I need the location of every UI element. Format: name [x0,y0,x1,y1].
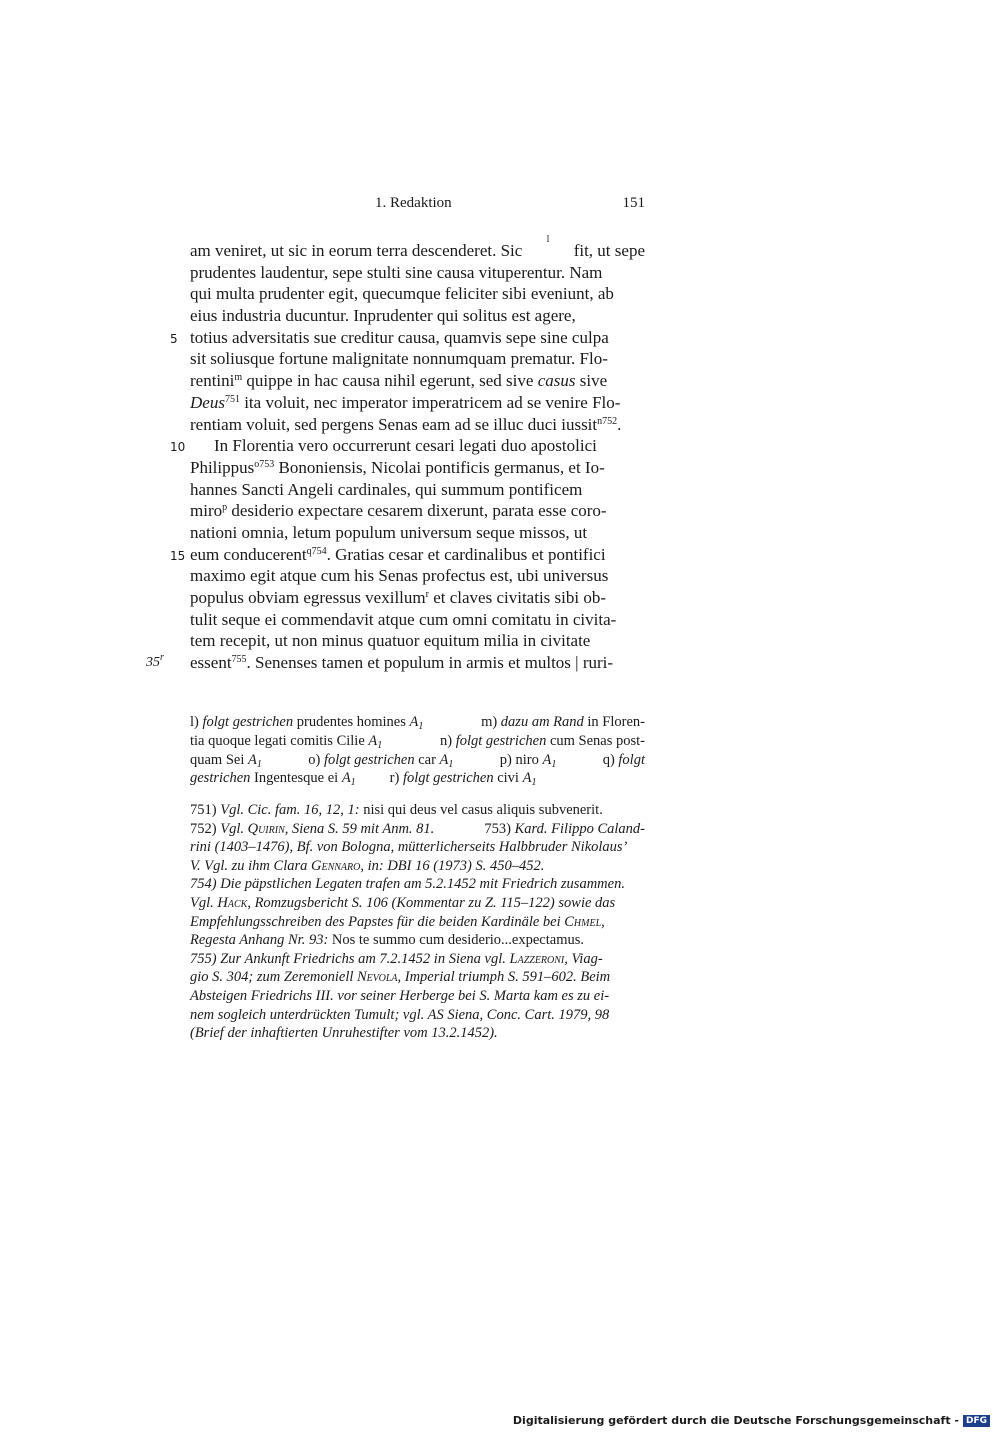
line-number: 15 [170,548,186,563]
text-line-4: eius industria ducuntur. Inprudenter qui solitus est agere, [190,306,576,326]
commentary-notes [190,801,645,1043]
commentary-line: V. Vgl. zu ihm Clara Gennaro, in: DBI 16 (1973) S. 450–452. [190,857,545,874]
commentary-line: 755) Zur Ankunft Friedrichs am 7.2.1452 in Siena vgl. Lazzeroni, Viag- [190,950,603,967]
text-line-20: 35$^r$ essent$^{755}$. Senenses tamen et populum in armis et multos | ruri- [146,652,614,673]
text-line-10: 10 In Florentia vero occurrerunt cesari legati duo apostolici [190,435,645,457]
text-line-15: 15 eum conducerent$^{q754}$. Gratias cesar et cardinalibus et pontifici [190,544,645,566]
text-line-11: Philippus$^{o753}$ Bononiensis, Nicolai pontificis germanus, et Io- [190,457,605,477]
commentary-line: Empfehlungsschreiben des Papstes für die beiden Kardinäle bei Chmel, [190,913,605,930]
line-number: 5 [170,331,178,346]
apparatus-line: l) folgt gestrichen prudentes homines $A_1$ m) dazu am Rand in Floren- [190,714,645,732]
text-line-12: hannes Sancti Angeli cardinales, qui summum pontificem [190,479,583,499]
commentary-line: Absteigen Friedrichs III. vor seiner Herberge bei S. Marta kam es zu ei- [190,987,610,1004]
folio-marker: 35$^r$ [146,652,164,671]
text-line-8: Deus$^{751}$ ita voluit, nec imperator imperatricem ad se venire Flo- [190,392,621,412]
text-line-6: sit soliusque fortune malignitate nonnumquam prematur. Flo- [190,349,608,369]
text-line-19: tem recepit, ut non minus quatuor equitum milia in civitate [190,631,591,651]
line-number: 10 [170,440,186,455]
commentary-line: 751) Vgl. Cic. fam. 16, 12, 1: nisi qui deus vel casus aliquis subvenerit. [190,802,603,818]
commentary-line: nem sogleich unterdrückten Tumult; vgl. AS Siena, Conc. Cart. 1979, 98 [190,1006,610,1023]
text-line-2: prudentes laudentur, sepe stulti sine causa vituperentur. Nam [190,262,603,282]
commentary-line: 752) Vgl. Quirin, Siena S. 59 mit Anm. 81. 753) Kard. Filippo Caland- [190,820,645,837]
text-line-5: 5 totius adversitatis sue creditur causa, quamvis sepe sine culpa [190,327,645,349]
apparatus-line: gestrichen Ingentesque ei $A_1$ r) folgt gestrichen civi $A_1$ [190,770,537,789]
digitization-footer [513,1414,990,1427]
page-number: 151 [622,195,645,211]
commentary-line: Regesta Anhang Nr. 93: Nos te summo cum desiderio...expectamus. [190,932,584,949]
main-text [146,234,645,674]
commentary-line: 754) Die päpstlichen Legaten trafen am 5.2.1452 mit Friedrich zusammen. [190,876,625,893]
footer-text: Digitalisierung gefördert durch die Deutsche Forschungsgemeinschaft - [512,1414,959,1427]
commentary-line: rini (1403–1476), Bf. von Bologna, mütterlicherseits Halbbruder Nikolaus’ [190,839,628,856]
text-line-17: populus obviam egressus vexillum$^r$ et claves civitatis sibi ob- [190,588,607,607]
commentary-line: gio S. 304; zum Zeremoniell Nevola, Imperial triumph S. 591–602. Beim [190,969,611,986]
text-line-13: miro$^p$ desiderio expectare cesarem dixerunt, parata esse coro- [190,501,607,521]
critical-apparatus [190,713,645,788]
text-line-9: rentiam voluit, sed pergens Senas eam ad se illuc duci iussit$^{n752}$. [190,414,622,434]
text-line-1: am veniret, ut sic in eorum terra descenderet. Sic l fit, ut sepe [190,234,645,260]
running-title: 1. Redaktion [375,195,452,211]
text-line-18: tulit seque ei commendavit atque cum omni comitatu in civita- [190,609,617,629]
text-line-3: qui multa prudenter egit, quecumque feliciter sibi eveniunt, ab [190,284,614,304]
text-line-14: nationi omnia, letum populum universum seque missos, ut [190,522,588,542]
apparatus-line: quam Sei $A_1$ o) folgt gestrichen car $A_1$ p) niro $A_1$ q) folgt [190,751,645,770]
dfg-logo-icon: DFG [963,1415,990,1427]
commentary-line: Vgl. Hack, Romzugsbericht S. 106 (Kommentar zu Z. 115–122) sowie das [190,894,616,911]
apparatus-line: tia quoque legati comitis Cilie $A_1$ n) folgt gestrichen cum Senas post- [190,732,645,751]
text-line-7: rentini$^m$ quippe in hac causa nihil egerunt, sed sive casus sive [190,371,608,391]
commentary-line: (Brief der inhaftierten Unruhestifter vom 13.2.1452). [190,1025,498,1042]
text-line-16: maximo egit atque cum his Senas profectus est, ubi universus [190,566,609,586]
